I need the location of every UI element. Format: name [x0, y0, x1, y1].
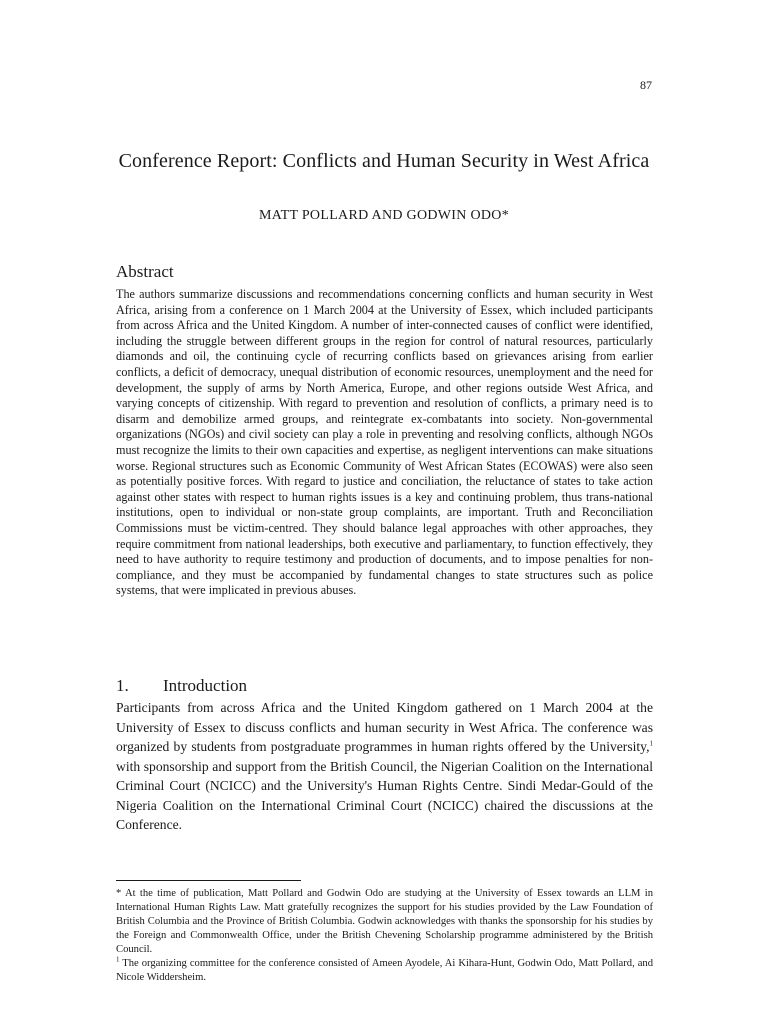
page-number: 87 [640, 78, 652, 92]
abstract-heading: Abstract [116, 262, 174, 281]
section-number: 1. [116, 676, 129, 695]
footnotes [116, 887, 653, 985]
footnote-reference-1[interactable]: 1 [649, 739, 653, 748]
section-heading-introduction [116, 676, 247, 696]
footnote-text: The organizing committee for the conference consisted of Ameen Ayodele, Ai Kihara-Hunt, Godwin Odo, Matt Pollard, and Nicole Widdersheim. [116, 958, 653, 983]
article-title: Conference Report: Conflicts and Human Security in West Africa [118, 150, 650, 172]
abstract-body: The authors summarize discussions and recommendations concerning conflicts and human security in West Africa, arising from a conference on 1 March 2004 at the University of Essex, which included participants from across Africa and the United Kingdom. A number of inter-connected causes of conflict were identified, including the struggle between different groups in the region for control of natural resources, particularly diamonds and oil, the continuing cycle of recurring conflicts based on grievances arising from earlier conflicts, a deficit of democracy, unequal distribution of economic resources, unemployment and the need for development, the supply of arms by North America, Europe, and other regions outside West Africa, and varying concepts of citizenship. With regard to prevention and resolution of conflicts, a primary need is to disarm and demobilize armed groups, and reintegrate ex-combatants into society. Non-governmental organizations (NGOs) and civil society can play a role in preventing and resolving conflicts, although NGOs must recognize the limits to their own capacities and expertise, as negligent interventions can make situations worse. Regional structures such as Economic Community of West African States (ECOWAS) were also seen as potentially positive forces. With regard to justice and conciliation, the reluctance of states to take action against other states with respect to human rights issues is a key and continuing problem, thus trans-national institutions, open to individual or non-state group complaints, are important. Truth and Reconciliation Commissions must be victim-centred. They should balance legal approaches with other approaches, they require commitment from national leaderships, both executive and parliamentary, to function effectively, they need to have authority to require testimony and production of documents, and to impose penalties for non-compliance, and they must be accompanied by fundamental changes to state structures such as police systems, that were implicated in previous abuses. [116, 287, 653, 598]
footnote-text: At the time of publication, Matt Pollard and Godwin Odo are studying at the University of Essex towards an LLM in International Human Rights Law. Matt gratefully recognizes the support for his studies provided by the Law Foundation of British Columbia and the Province of British Columbia. Godwin acknowledges with thanks the sponsorship for his studies by the Foreign and Commonwealth Office, under the British Chevening Scholarship programme administered by the British Council. [116, 888, 653, 955]
article-authors: MATT POLLARD AND GODWIN ODO* [258, 208, 510, 223]
introduction-body [116, 698, 653, 835]
introduction-text-part-1: Participants from across Africa and the United Kingdom gathered on 1 March 2004 at the University of Essex to discuss conflicts and human security in West Africa. The conference was organized by students from postgraduate programmes in human rights offered by the University, [116, 700, 653, 754]
footnote-1 [116, 957, 653, 985]
section-title: Introduction [163, 676, 248, 695]
footnote-marker: * [116, 888, 122, 899]
footnote-marker: 1 [116, 955, 120, 964]
footnote-author [116, 887, 653, 957]
footnote-rule [116, 880, 301, 881]
introduction-text-part-2: with sponsorship and support from the British Council, the Nigerian Coalition on the International Criminal Court (NCICC) and the University's Human Rights Centre. Sindi Medar-Gould of the Nigeria Coalition on the International Criminal Court (NCICC) chaired the discussions at the Conference. [116, 758, 653, 832]
